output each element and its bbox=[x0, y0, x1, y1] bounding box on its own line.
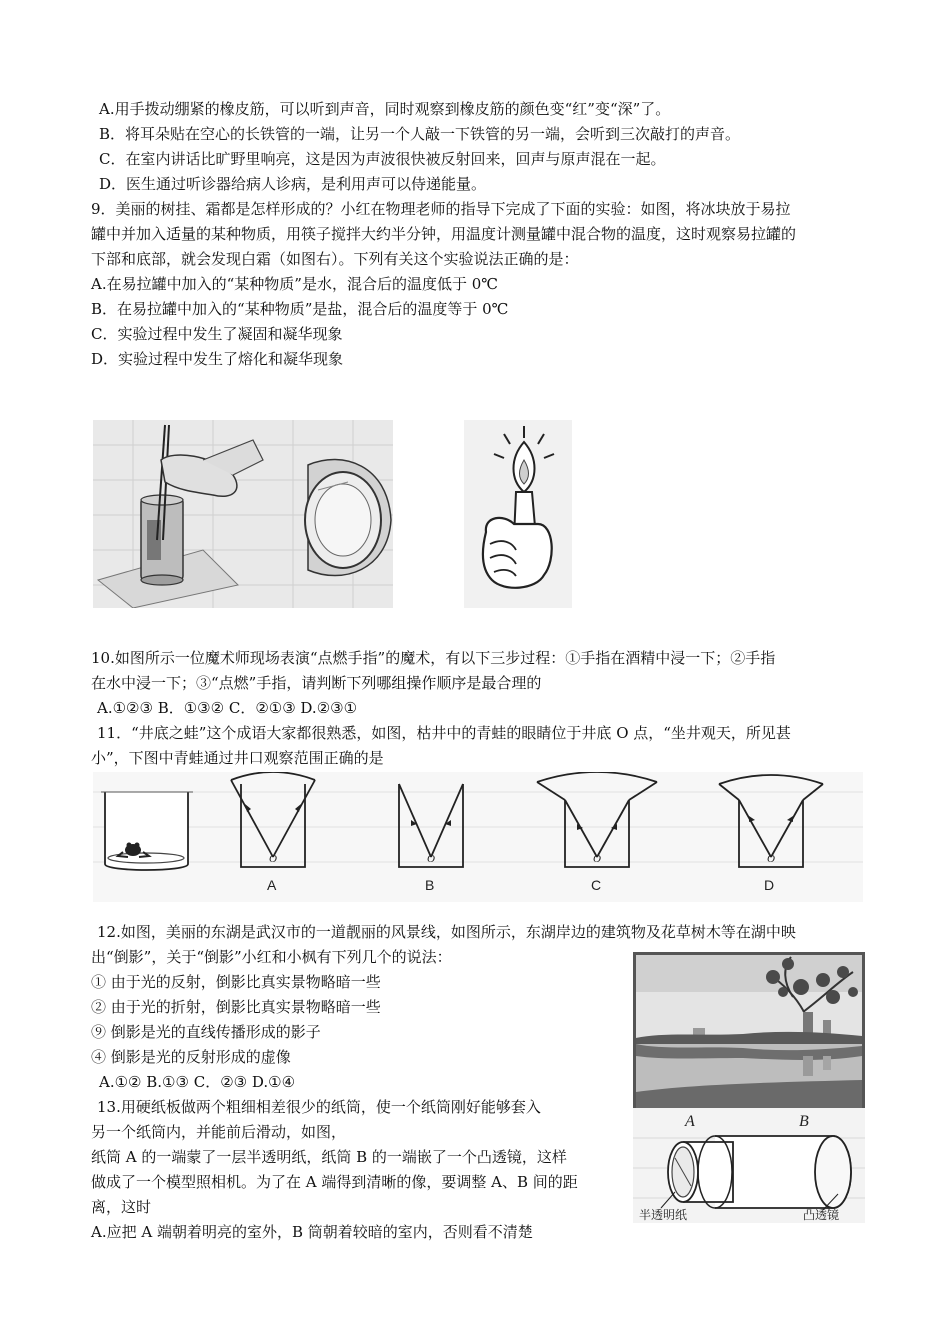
q8-option-a: A.用手拨动绷紧的橡皮筋，可以听到声音，同时观察到橡皮筋的颜色变“红”变“深”了。 bbox=[99, 100, 671, 118]
q12-options: A.①② B.①③ C．②③ D.①④ bbox=[99, 1073, 296, 1091]
q10-options: A.①②③ B．①③② C．②①③ D.②③① bbox=[97, 699, 358, 717]
well-frog-figure bbox=[93, 772, 863, 902]
q11-point-o-a: O bbox=[269, 853, 277, 865]
q13-option-a: A.应把 A 端朝着明亮的室外，B 筒朝着较暗的室内，否则看不清楚 bbox=[91, 1223, 533, 1241]
q12-statement-2: ② 由于光的折射，倒影比真实景物略暗一些 bbox=[91, 998, 381, 1016]
q10-stem-line-1: 10.如图所示一位魔术师现场表演“点燃手指”的魔术，有以下三步过程：①手指在酒精中浸一下；②手指 bbox=[91, 649, 776, 667]
q12-statement-1: ① 由于光的反射，倒影比真实景物略暗一些 bbox=[91, 973, 381, 991]
q11-label-c: C bbox=[591, 877, 602, 893]
q9-option-c: C．实验过程中发生了凝固和凝华现象 bbox=[91, 325, 343, 343]
q12-stem-line-2: 出“倒影”，关于“倒影”小红和小枫有下列几个的说法： bbox=[91, 948, 452, 966]
q10-stem-line-2: 在水中浸一下；③“点燃”手指，请判断下列哪组操作顺序是最合理的 bbox=[91, 674, 542, 692]
q8-option-c: C．在室内讲话比旷野里响亮，这是因为声波很快被反射回来，回声与原声混在一起。 bbox=[99, 150, 666, 168]
convex-lens-label: 凸透镜 bbox=[803, 1208, 840, 1222]
q9-option-d: D．实验过程中发生了熔化和凝华现象 bbox=[91, 350, 344, 368]
q12-statement-4: ④ 倒影是光的反射形成的虚像 bbox=[91, 1048, 291, 1066]
q12-statement-3: ⑨ 倒影是光的直线传播形成的影子 bbox=[91, 1023, 321, 1041]
tube-b-label: B bbox=[799, 1113, 809, 1130]
q13-stem-line-4: 做成了一个模型照相机。为了在 A 端得到清晰的像，要调整 A、B 间的距 bbox=[91, 1173, 578, 1191]
q13-stem-line-3: 纸筒 A 的一端蒙了一层半透明纸，纸筒 B 的一端嵌了一个凸透镜，这样 bbox=[91, 1148, 567, 1166]
q8-option-d: D．医生通过听诊器给病人诊病，是利用声可以侍递能量。 bbox=[99, 175, 487, 193]
q13-stem-line-5: 离，这时 bbox=[91, 1198, 152, 1216]
burning-finger-figure bbox=[464, 420, 572, 608]
q11-point-o-d: O bbox=[767, 853, 775, 865]
east-lake-photo bbox=[633, 952, 865, 1112]
q8-option-b: B．将耳朵贴在空心的长铁管的一端，让另一个人敲一下铁管的另一端，会听到三次敲打的声音。 bbox=[99, 125, 741, 143]
q11-label-b: B bbox=[425, 877, 435, 893]
tube-a-label: A bbox=[685, 1113, 695, 1130]
q9-stem-line-1: 9．美丽的树挂、霜都是怎样形成的？小红在物理老师的指导下完成了下面的实验：如图，将冰块放于易拉 bbox=[91, 200, 791, 218]
q9-option-a: A.在易拉罐中加入的“某种物质”是水，混合后的温度低于 0℃ bbox=[91, 275, 499, 293]
tube-camera-figure bbox=[633, 1108, 865, 1223]
translucent-paper-label: 半透明纸 bbox=[639, 1208, 688, 1222]
q13-stem-line-2: 另一个纸筒内，并能前后滑动，如图， bbox=[91, 1123, 347, 1141]
q9-option-b: B．在易拉罐中加入的“某种物质”是盐，混合后的温度等于 0℃ bbox=[91, 300, 509, 318]
q9-stem-line-3: 下部和底部，就会发现白霜（如图右）。下列有关这个实验说法正确的是： bbox=[91, 250, 579, 268]
q11-label-d: D bbox=[764, 877, 775, 893]
q11-point-o-b: O bbox=[427, 853, 435, 865]
q11-label-a: A bbox=[267, 877, 277, 893]
q11-stem-line-1: 11．“井底之蛙”这个成语大家都很熟悉，如图，枯井中的青蛙的眼睛位于井底 O 点，“坐井观天，所见甚 bbox=[97, 724, 791, 742]
q13-stem-line-1: 13.用硬纸板做两个粗细相差很少的纸筒，使一个纸筒刚好能够套入 bbox=[97, 1098, 541, 1116]
q11-stem-line-2: 小”，下图中青蛙通过井口观察范围正确的是 bbox=[91, 749, 384, 767]
q9-stem-line-2: 罐中并加入适量的某种物质，用筷子搅拌大约半分钟，用温度计测量罐中混合物的温度，这时观察易拉罐的 bbox=[91, 225, 797, 243]
q11-point-o-c: O bbox=[593, 853, 601, 865]
q12-stem-line-1: 12.如图，美丽的东湖是武汉市的一道靓丽的风景线，如图所示，东湖岸边的建筑物及花草树木等在湖中映 bbox=[97, 923, 796, 941]
can-experiment-figure bbox=[93, 420, 393, 608]
